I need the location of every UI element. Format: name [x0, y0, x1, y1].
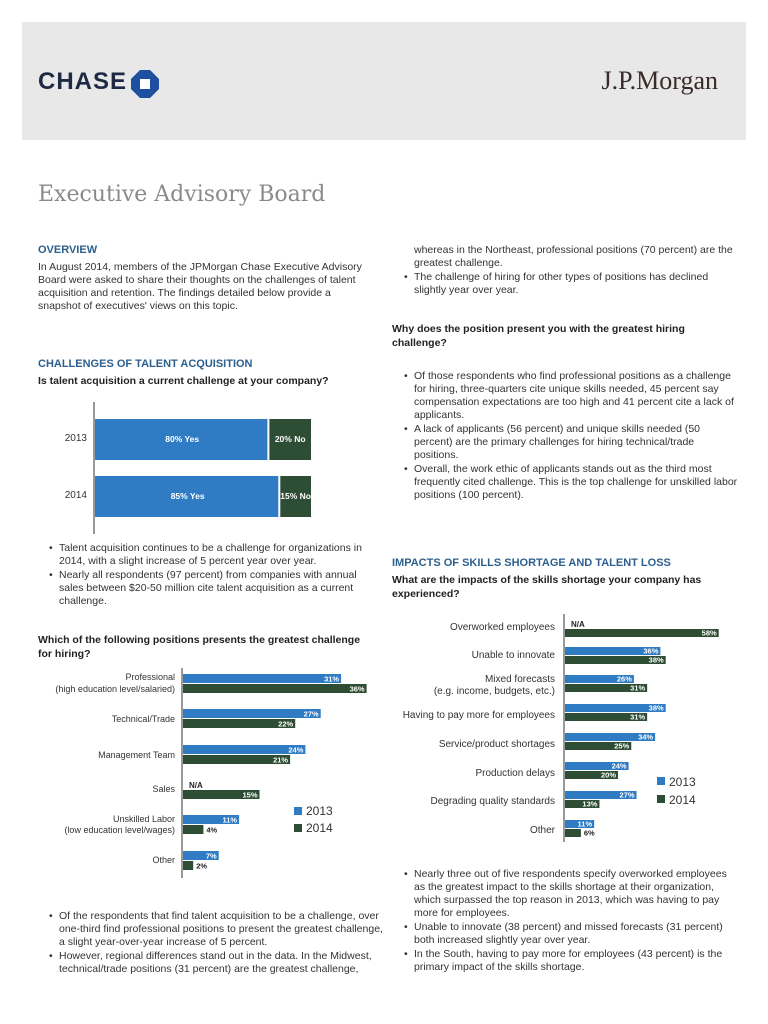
- chart2-category-label: Unskilled Labor (low education level/wages): [64, 814, 175, 835]
- talent-heading: CHALLENGES OF TALENT ACQUISITION: [38, 358, 253, 370]
- positions-chart: [38, 666, 378, 881]
- bullet-item: • Nearly three out of five respondents specify overworked employees as the greatest impact to the skills shortage at their organization, which surpassed the top reason in 2013, which was having to pay more for employees.: [414, 868, 739, 920]
- chart3-value-label: 58%: [701, 628, 717, 638]
- chart3-category-label: Service/product shortages: [438, 739, 555, 750]
- chart3-value-label: 34%: [638, 732, 654, 742]
- chart3-category-label: Overworked employees: [449, 622, 555, 633]
- chart2-value-label: 2%: [196, 861, 208, 871]
- chart3-value-label: 38%: [648, 703, 664, 713]
- legend-swatch-2014: [294, 824, 302, 832]
- bullet-item: • Nearly all respondents (97 percent) from companies with annual sales between $20-50 million cite talent acquisition as a current challenge.: [59, 569, 384, 608]
- chart3-value-label: 24%: [611, 761, 627, 771]
- chart2-category-label: Sales: [152, 784, 175, 794]
- chart1-no-label: 20% No: [274, 434, 306, 444]
- bullet-item: • Of the respondents that find talent acquisition to be a challenge, over one-third find professional positions to present the greatest challenge, a slight year-over-year increase of 5 percent.: [59, 910, 384, 949]
- legend-label-2014: 2014: [669, 793, 696, 807]
- bullet-item: • In the South, having to pay more for employees (43 percent) is the primary impact of the skills shortage.: [414, 948, 739, 974]
- why-bullets: [403, 370, 739, 503]
- chart3-value-label: 6%: [583, 828, 595, 838]
- chart2-bar-2013: [183, 674, 341, 683]
- impacts-bullets: [403, 868, 739, 975]
- chart1-yes-label: 80% Yes: [165, 434, 200, 444]
- chart3-category-label: Other: [529, 825, 555, 836]
- chart2-value-label: 36%: [349, 684, 365, 694]
- overview-heading: OVERVIEW: [38, 244, 98, 256]
- chart3-bar-2014: [565, 629, 719, 637]
- chart1-yes-label: 85% Yes: [170, 491, 205, 501]
- chart3-value-label: 31%: [630, 712, 646, 722]
- chart2-bar-2013: [183, 745, 305, 754]
- chart3-value-label: 11%: [577, 819, 593, 829]
- legend-label-2014: 2014: [306, 821, 333, 835]
- overview-text: In August 2014, members of the JPMorgan Chase Executive Advisory Board were asked to share their thoughts on the challenges of talent acquisition and retention. The findings detailed below provide a snapshot of executives' views on this topic.: [38, 261, 362, 312]
- chart3-value-label: 13%: [582, 799, 598, 809]
- chart2-value-label: 31%: [324, 674, 340, 684]
- chart3-bar-2014: [565, 829, 581, 837]
- legend-swatch-2013: [294, 807, 302, 815]
- jpmorgan-logo: J.P.Morgan: [601, 66, 718, 95]
- chart2-value-label: 24%: [288, 745, 304, 755]
- legend-swatch-2014: [657, 795, 665, 803]
- chart2-value-label: 4%: [206, 825, 218, 835]
- impacts-question: What are the impacts of the skills shortage your company has experienced?: [392, 574, 702, 600]
- bullet-item: • Of those respondents who find professional positions as a challenge for hiring, three-quarters cite unique skills needed, 45 percent say compensation expectations are too high and 41 percent cite a lack of applicants.: [414, 370, 739, 422]
- chart3-value-label: 27%: [619, 790, 635, 800]
- chase-logo: CHASE: [38, 68, 128, 95]
- positions-question: Which of the following positions presents the greatest challenge for hiring?: [38, 634, 361, 660]
- impacts-chart: [392, 612, 732, 844]
- impacts-heading: IMPACTS OF SKILLS SHORTAGE AND TALENT LOSS: [392, 557, 671, 569]
- why-question: Why does the position present you with the greatest hiring challenge?: [392, 323, 685, 349]
- chart3-value-label: 36%: [643, 646, 659, 656]
- chart2-bar-2014: [183, 825, 203, 834]
- chart3-value-label: 26%: [616, 674, 632, 684]
- continued-bullets: [403, 244, 739, 298]
- chart2-category-label: Management Team: [98, 750, 175, 760]
- chart1-category-label: 2013: [64, 433, 87, 444]
- chart3-value-label: 25%: [614, 741, 630, 751]
- legend-label-2013: 2013: [669, 775, 696, 789]
- chart2-category-label: Technical/Trade: [111, 714, 175, 724]
- chart3-value-label: 20%: [600, 770, 616, 780]
- chart2-category-label: Professional (high education level/salaried): [55, 672, 175, 694]
- chart1-no-label: 15% No: [280, 491, 312, 501]
- chart2-value-label: 15%: [242, 790, 258, 800]
- chart2-category-label: Other: [152, 855, 175, 865]
- chart2-na-label: N/A: [189, 781, 203, 790]
- chart3-category-label: Degrading quality standards: [430, 796, 555, 807]
- chart3-category-label: Unable to innovate: [471, 650, 555, 661]
- chase-octagon-icon: [131, 70, 159, 98]
- bullet-item: • Unable to innovate (38 percent) and missed forecasts (31 percent) both increased slightly year over year.: [414, 921, 739, 947]
- chart3-value-label: 31%: [630, 683, 646, 693]
- bullet-item: • Overall, the work ethic of applicants stands out as the third most frequently cited challenge. This is the top challenge for unskilled labor positions (100 percent).: [414, 463, 739, 502]
- chart2-bar-2013: [183, 709, 321, 718]
- bullet-item: • The challenge of hiring for other types of positions has declined slightly year over year.: [414, 271, 739, 297]
- legend-swatch-2013: [657, 777, 665, 785]
- bullet-item: • A lack of applicants (56 percent) and unique skills needed (50 percent) are the primary challenges for hiring technical/trade positions.: [414, 423, 739, 462]
- bullet-continuation: whereas in the Northeast, professional positions (70 percent) are the greatest challenge.: [414, 244, 733, 269]
- page-title: Executive Advisory Board: [38, 182, 326, 207]
- chart3-category-label: Production delays: [475, 768, 555, 779]
- chart2-value-label: 22%: [278, 719, 294, 729]
- chart3-category-label: Having to pay more for employees: [402, 710, 555, 721]
- bullet-item: • Talent acquisition continues to be a challenge for organizations in 2014, with a slight increase of 5 percent year over year.: [59, 542, 384, 568]
- talent-chart: [38, 396, 338, 536]
- chart2-value-label: 7%: [205, 851, 217, 861]
- chart2-bar-2014: [183, 861, 193, 870]
- chart2-bar-2014: [183, 684, 367, 693]
- chart2-value-label: 27%: [303, 709, 319, 719]
- chart3-category-label: Mixed forecasts (e.g. income, budgets, etc.): [433, 674, 555, 697]
- talent-question: Is talent acquisition a current challenge at your company?: [38, 375, 329, 387]
- chart3-na-label: N/A: [571, 620, 585, 629]
- positions-bullets: [48, 910, 384, 977]
- chart3-value-label: 38%: [648, 655, 664, 665]
- chart2-value-label: 11%: [222, 815, 238, 825]
- talent-bullets: [48, 542, 384, 609]
- chart2-value-label: 21%: [273, 755, 289, 765]
- legend-label-2013: 2013: [306, 804, 333, 818]
- bullet-item: • However, regional differences stand out in the data. In the Midwest, technical/trade positions (31 percent) are the greatest challenge,: [59, 950, 384, 976]
- chart1-category-label: 2014: [64, 490, 87, 501]
